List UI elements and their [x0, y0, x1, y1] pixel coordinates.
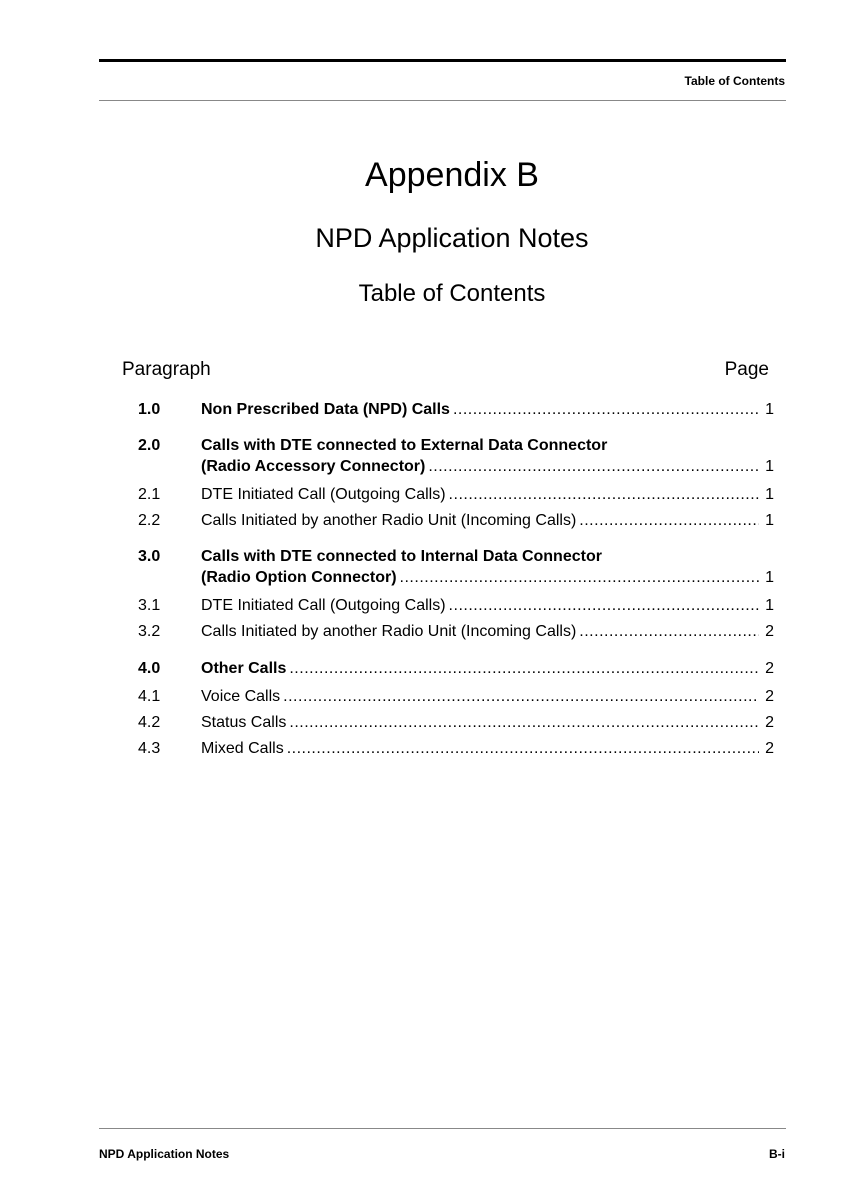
dot-leader — [453, 399, 759, 420]
toc-entry-text: Calls Initiated by another Radio Unit (Incoming Calls) — [201, 623, 577, 640]
toc-entry-text: Non Prescribed Data (NPD) Calls — [201, 401, 450, 418]
header-top-rule — [99, 59, 786, 62]
toc-entry-number: 2.1 — [138, 486, 161, 503]
subject-title: NPD Application Notes — [315, 223, 589, 253]
paragraph-column-heading: Paragraph — [122, 359, 211, 380]
toc-entry-page: 2 — [765, 660, 774, 677]
toc-entry-number: 4.1 — [138, 688, 161, 705]
toc-entry-text-line1: Calls with DTE connected to Internal Data Connector — [201, 548, 602, 565]
toc-entry-text: Mixed Calls — [201, 740, 284, 757]
toc-entry-number: 3.1 — [138, 597, 161, 614]
dot-leader — [400, 567, 759, 588]
toc-entry-page: 1 — [765, 597, 774, 614]
toc-entry-text: Calls Initiated by another Radio Unit (Incoming Calls) — [201, 512, 577, 529]
dot-leader — [579, 621, 759, 642]
toc-entry-page: 2 — [765, 714, 774, 731]
dot-leader — [283, 686, 759, 707]
dot-leader — [449, 484, 759, 505]
toc-entry-page: 2 — [765, 740, 774, 757]
toc-entry-number: 4.3 — [138, 740, 161, 757]
appendix-title: Appendix B — [365, 156, 539, 194]
dot-leader — [289, 712, 759, 733]
toc-entry-page: 2 — [765, 688, 774, 705]
toc-entry-number: 4.2 — [138, 714, 161, 731]
toc-entry-text-line1: Calls with DTE connected to External Data Connector — [201, 437, 608, 454]
toc-entry-text: DTE Initiated Call (Outgoing Calls) — [201, 597, 446, 614]
toc-entry-2-0[interactable] — [138, 435, 774, 477]
toc-entry-page: 1 — [765, 458, 774, 475]
toc-entry-number: 2.2 — [138, 512, 161, 529]
toc-entry-number: 2.0 — [138, 437, 161, 454]
toc-entry-page: 1 — [765, 486, 774, 503]
toc-entry-page: 1 — [765, 512, 774, 529]
dot-leader — [289, 658, 759, 679]
toc-entry-number: 1.0 — [138, 401, 161, 418]
toc-entry-3-0[interactable] — [138, 546, 774, 588]
toc-title: Table of Contents — [358, 280, 546, 307]
toc-entry-number: 3.2 — [138, 623, 161, 640]
toc-entry-text: (Radio Accessory Connector) — [201, 458, 426, 475]
toc-entry-text: (Radio Option Connector) — [201, 569, 397, 586]
footer-document-title: NPD Application Notes — [99, 1147, 230, 1161]
toc-entry-number: 4.0 — [138, 660, 161, 677]
toc-entry-text: Status Calls — [201, 714, 287, 731]
running-header: Table of Contents — [684, 74, 785, 88]
footer-page-number: B-i — [769, 1147, 785, 1161]
footer-rule — [99, 1128, 786, 1129]
toc-entry-page: 2 — [765, 623, 774, 640]
toc-entry-text: Voice Calls — [201, 688, 281, 705]
toc-entry-number: 3.0 — [138, 548, 161, 565]
toc-entry-text: DTE Initiated Call (Outgoing Calls) — [201, 486, 446, 503]
page-column-heading: Page — [724, 359, 769, 380]
dot-leader — [428, 456, 759, 477]
toc-entry-page: 1 — [765, 569, 774, 586]
toc-entry-page: 1 — [765, 401, 774, 418]
header-rule — [99, 100, 786, 101]
dot-leader — [579, 510, 759, 531]
toc-entry-text: Other Calls — [201, 660, 287, 677]
dot-leader — [287, 738, 759, 759]
dot-leader — [449, 595, 759, 616]
